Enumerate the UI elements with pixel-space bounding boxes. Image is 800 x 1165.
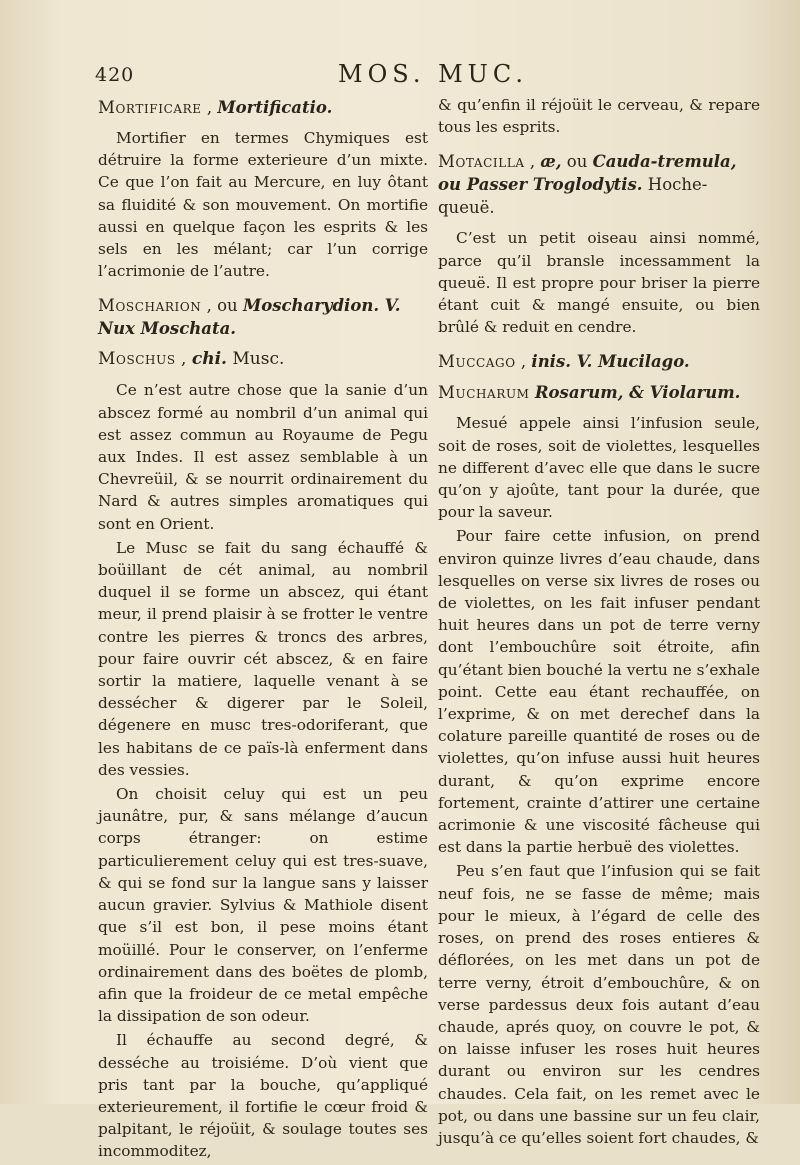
paragraph: Il échauffe au second degré, & desséche au troisiéme. D’où vient que pris tant par la bouche, qu’appliqué exterieurement, il fortifie le cœur froid & palpitant, le réjoüit, & soulage toutes ses incommoditez, — [98, 1031, 428, 1161]
entry-heading: Motacilla , æ, ou Cauda-tremula, ou Passer Troglodytis. Hoche-queuë. — [438, 152, 737, 218]
paragraph: Mortifier en termes Chymiques est détruire la forme exterieure d’un mixte. Ce que l’on fait au Mercure, en luy ôtant sa fluidité & son mouvement. On mortifie aussi en quelque façon les esprits & les sels en les mélant; car l’un corrige l’acrimonie de l’autre. — [98, 129, 428, 281]
paragraph: Peu s’en faut que l’infusion qui se fait neuf fois, ne se fasse de même; mais pour le mieux, à l’égard de celle des roses, on prend des roses entieres & déflorées, on les met dans un pot de terre verny, étroit d’embouchûre, & on verse pardessus deux fois autant d’eau chaude, aprés quoy, on couvre le pot, & on laisse infuser les roses huit heures durant ou environ sur les cendres chaudes. Cela fait, on les remet avec le pot, ou dans une bassine sur un feu clair, jusqu’à ce qu’elles soient fort chaudes, & — [438, 862, 760, 1147]
entry-heading: Moschus , chi. Musc. — [98, 349, 285, 370]
paragraph: & qu’enfin il réjoüit le cerveau, & repare tous les esprits. — [438, 96, 760, 137]
running-head — [95, 60, 760, 94]
paragraph: Pour faire cette infusion, on prend environ quinze livres d’eau chaude, dans lesquelles on verse six livres de roses ou de violettes, on les fait infuser pendant huit heures dans un pot de terre verny dont l’embouchûre soit étroite, afin qu’étant bien bouché la vertu ne s’exhale point. Cette eau étant rechauffée, on l’exprime, & on met derechef dans la colature pareille quantité de roses ou de violettes, qu’on infuse aussi huit heures durant, & qu’on exprime encore fortement, crainte d’attirer une certaine acrimonie & une viscosité fâcheuse qui est dans la partie herbuë des violettes. — [438, 527, 760, 857]
entry-heading: Muccago , inis. V. Mucilago. — [438, 352, 690, 372]
entry-heading: Mortificare , Mortificatio. — [98, 98, 333, 117]
entry-heading: Mucharum Rosarum, & Violarum. — [438, 383, 741, 403]
paragraph: Le Musc se fait du sang échauffé & boüillant de cét animal, au nombril duquel il se forme un abscez, qui étant meur, il prend plaisir à se frotter le ventre contre les pierres & troncs des arbres, pour faire ouvrir cét abscez, & en faire sortir la matiere, laquelle venant à se dessécher & digerer par le Soleil, dégenere en musc tres-odoriferant, que les habitans de ce païs-là enferment dans des vessies. — [98, 538, 428, 779]
left-column — [98, 94, 428, 1165]
paragraph: Mesué appele ainsi l’infusion seule, soit de roses, soit de violettes, lesquelles ne different d’avec elle que dans le sucre qu’on y ajoûte, tant pour la durée, que pour la saveur. — [438, 414, 760, 522]
right-column — [438, 94, 760, 1151]
running-title: MOS. MUC. — [338, 60, 529, 88]
paragraph: C’est un petit oiseau ainsi nommé, parce qu’il bransle incessamment la queuë. Il est propre pour briser la pierre étant cuit & mangé ensuite, ou bien brûlé & reduit en cendre. — [438, 229, 760, 337]
page-number: 420 — [95, 64, 135, 86]
paragraph: On choisit celuy qui est un peu jaunâtre, pur, & sans mélange d’aucun corps étranger: on estime particulierement celuy qui est tres-suave, & qui se fond sur la langue sans y laisser aucun gravier. Sylvius & Mathiole disent que s’il est bon, il pese moins étant moüillé. Pour le conserver, on l’enferme ordinairement dans des boëtes de plomb, afin que la froideur de ce metal empêche la dissipation de son odeur. — [98, 785, 428, 1026]
entry-heading: Moscharion , ou Moscharydion. V. Nux Moschata. — [98, 296, 401, 339]
paragraph: Ce n’est autre chose que la sanie d’un abscez formé au nombril d’un animal qui est assez commun au Royaume de Pegu aux Indes. Il est assez semblable à un Chevreüil, & se nourrit ordinairement du Nard & autres simples aromatiques qui sont en Orient. — [98, 381, 428, 533]
